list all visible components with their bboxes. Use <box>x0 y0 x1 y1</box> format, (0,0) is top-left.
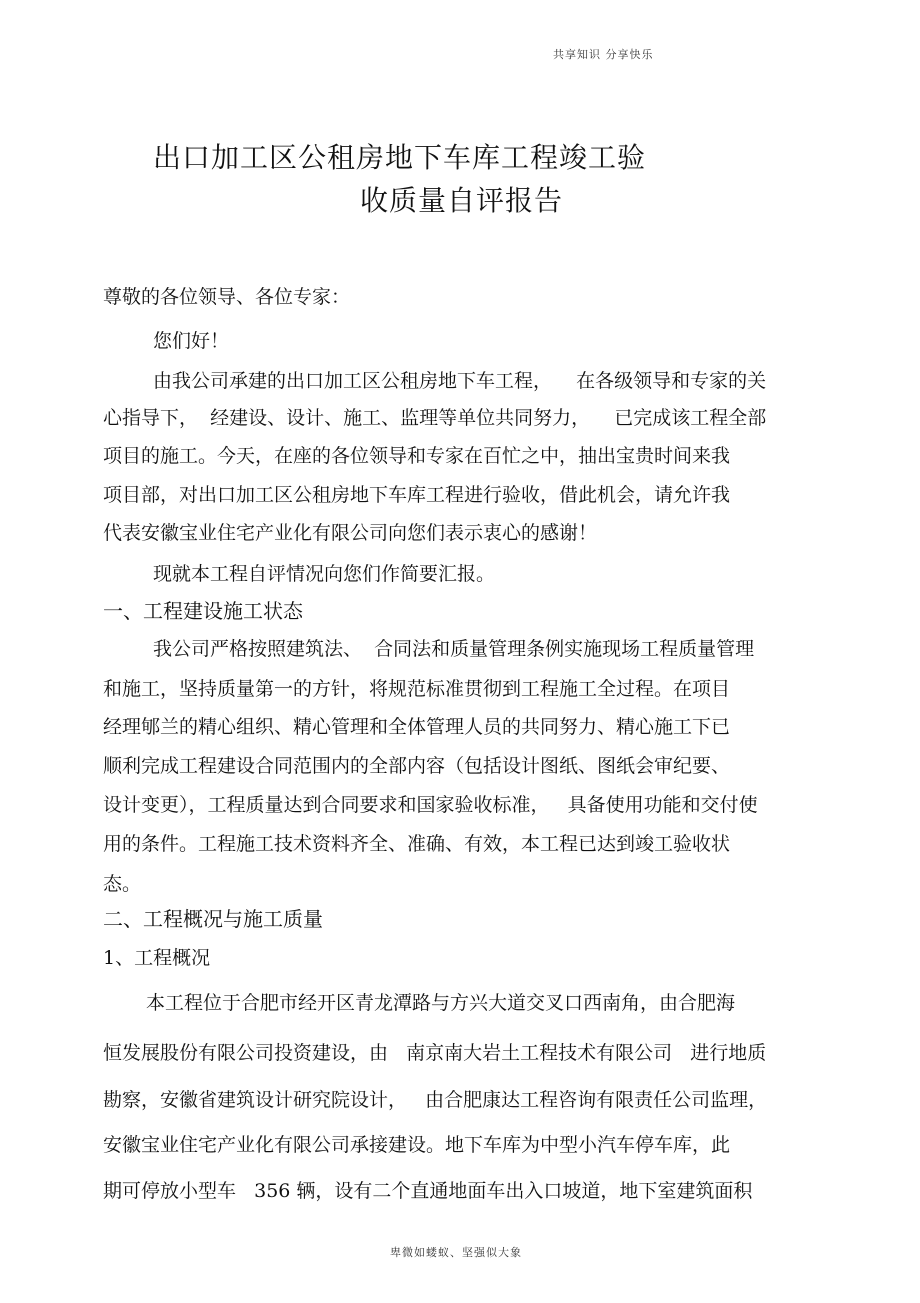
section2-heading: 二、工程概况与施工质量 <box>103 907 323 931</box>
intro-line: 由我公司承建的出口加工区公租房地下车工程， 在各级领导和专家的关 <box>153 370 767 392</box>
subsection1-line: 恒发展股份有限公司投资建设，由 南京南大岩土工程技术有限公司 进行地质 <box>103 1042 767 1064</box>
section1-line: 我公司严格按照建筑法、 合同法和质量管理条例实施现场工程质量管理 <box>153 638 755 660</box>
header-note: 共享知识 分享快乐 <box>553 48 654 61</box>
intro-line: 项目的施工。今天，在座的各位领导和专家在百忙之中，抽出宝贵时间来我 <box>103 445 731 467</box>
intro-line: 心指导下， 经建设、设计、施工、监理等单位共同努力， 已完成该工程全部 <box>103 407 767 429</box>
greeting: 您们好！ <box>153 330 230 352</box>
subsection1-line: 本工程位于合肥市经开区青龙潭路与方兴大道交叉口西南角，由合肥海 <box>146 992 736 1014</box>
footer-note: 卑微如蝼蚁、坚强似大象 <box>390 1246 522 1259</box>
report-intro: 现就本工程自评情况向您们作简要汇报。 <box>153 563 496 585</box>
section1-line: 经理郇兰的精心组织、精心管理和全体管理人员的共同努力、精心施工下已 <box>103 716 731 738</box>
intro-line: 代表安徽宝业住宅产业化有限公司向您们表示衷心的感谢！ <box>103 522 598 544</box>
document-title-line1: 出口加工区公租房地下车库工程竣工验 <box>153 141 647 174</box>
subsection1-line: 期可停放小型车 356 辆，设有二个直通地面车出入口坡道，地下室建筑面积 <box>103 1180 753 1202</box>
intro-line: 项目部，对出口加工区公租房地下车库工程进行验收，借此机会，请允许我 <box>103 484 731 506</box>
document-title-line2: 收质量自评报告 <box>360 184 564 217</box>
section1-line: 设计变更），工程质量达到合同要求和国家验收标准， 具备使用功能和交付使 <box>103 794 758 816</box>
subsection1-line: 勘察，安徽省建筑设计研究院设计， 由合肥康达工程咨询有限责任公司监理， <box>103 1089 768 1111</box>
section1-line: 用的条件。工程施工技术资料齐全、准确、有效，本工程已达到竣工验收状 <box>103 833 731 855</box>
section1-line: 态。 <box>103 873 142 895</box>
salutation: 尊敬的各位领导、各位专家： <box>103 286 351 308</box>
subsection1-heading: 1、工程概况 <box>103 947 211 969</box>
section1-heading: 一、工程建设施工状态 <box>103 599 303 623</box>
section1-line: 顺利完成工程建设合同范围内的全部内容（包括设计图纸、图纸会审纪要、 <box>103 755 731 777</box>
section1-line: 和施工，坚持质量第一的方针，将规范标准贯彻到工程施工全过程。在项目 <box>103 678 731 700</box>
subsection1-line: 安徽宝业住宅产业化有限公司承接建设。地下车库为中型小汽车停车库，此 <box>103 1134 731 1156</box>
